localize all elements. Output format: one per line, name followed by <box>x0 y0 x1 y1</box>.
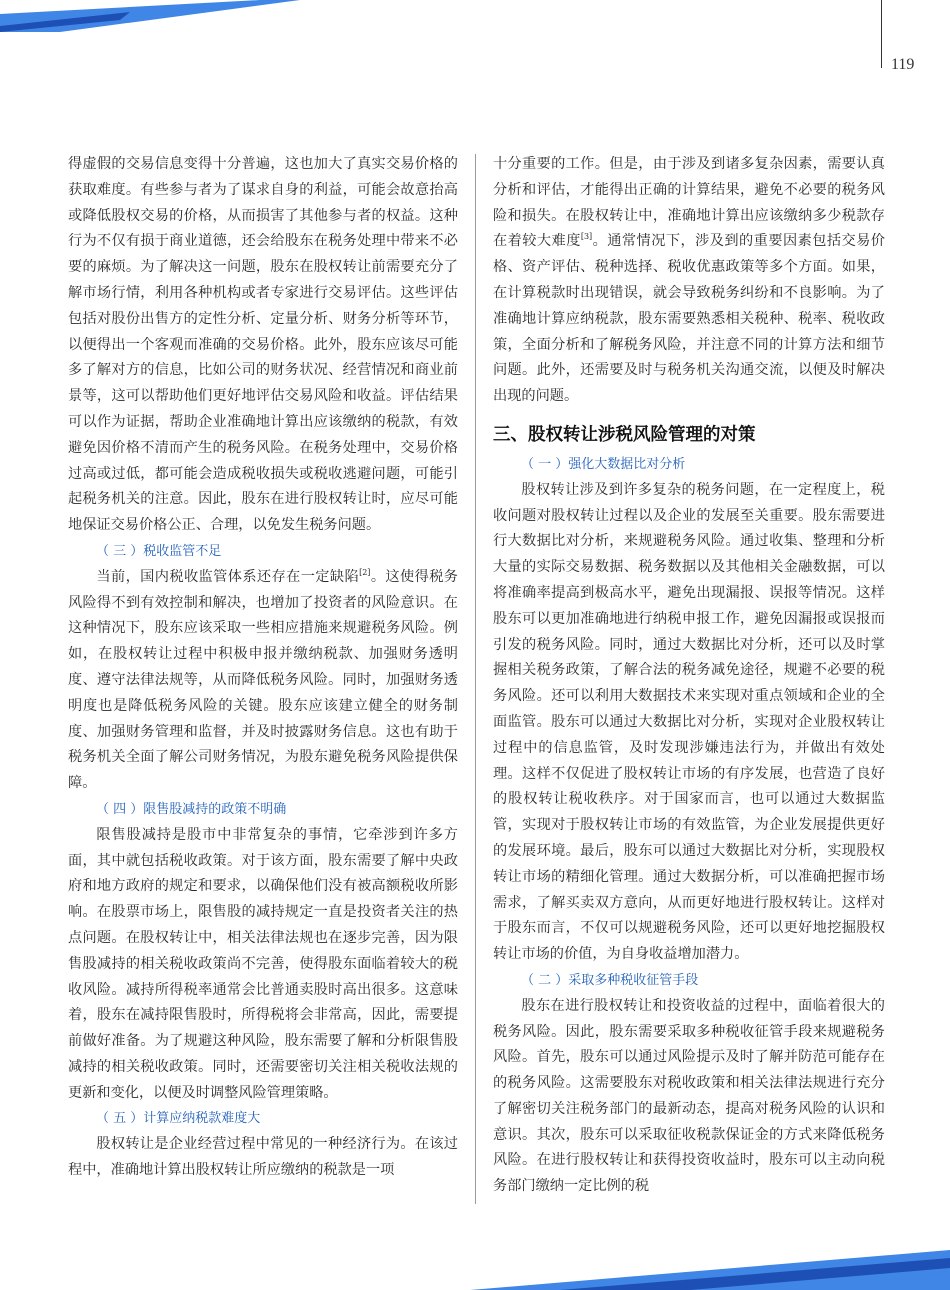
column-divider <box>475 154 476 1204</box>
subheading-2: （ 二 ）采取多种税收征管手段 <box>521 972 699 988</box>
subheading-1: （ 一 ）强化大数据比对分析 <box>521 456 686 472</box>
subheading-4: （ 四 ）限售股减持的政策不明确 <box>96 801 287 817</box>
right-column <box>493 152 885 1200</box>
page-number: 119 <box>891 56 915 73</box>
top-decor-band <box>0 0 300 32</box>
right-paragraph-2: 股权转让涉及到许多复杂的税务问题，在一定程度上，税收问题对股权转让过程以及企业的发展至关重要。股东需要进行大数据比对分析，来规避税务风险。通过收集、整理和分析大量的实际交易数据、税务数据以及其他相关金融数据，可以将准确率提高到极高水平，避免出现漏报、误报等情况。这样股东可以更加准确地进行纳税申报工作，避免因漏报或误报而引发的税务风险。同时，通过大数据比对分析，还可以及时掌握相关税务政策，了解合法的税务减免途径，规避不必要的税务风险。还可以利用大数据技术来实现对重点领域和企业的全面监管。股东可以通过大数据比对分析，实现对企业股权转让过程中的信息监管，及时发现涉嫌违法行为，并做出有效处理。这样不仅促进了股权转让市场的有序发展，也营造了良好的股权转让税收秩序。对于国家而言，也可以通过大数据监管，实现对于股权转让市场的有效监管，为企业发展提供更好的发展环境。最后，股东可以通过大数据比对分析，实现股权转让市场的精细化管理。通过大数据分析，可以准确把握市场需求，了解买卖双方意向，从而更好地进行股权转让。这样对于股东而言，不仅可以规避税务风险，还可以更好地挖掘股权转让市场的价值，为自身收益增加潜力。 <box>493 481 885 963</box>
right-paragraph-3: 股东在进行股权转让和投资收益的过程中，面临着很大的税务风险。因此，股东需要采取多种税收征管手段来规避税务风险。首先，股东可以通过风险提示及时了解并防范可能存在的税务风险。这需要股东对税收政策和相关法律法规进行充分了解密切关注税务部门的最新动态，提高对税务风险的认识和意识。其次，股东可以采取征收税款保证金的方式来降低税务风险。在进行股权转让和获得投资收益时，股东可以主动向税务部门缴纳一定比例的税 <box>493 997 885 1195</box>
left-paragraph-2: 当前，国内税收监管体系还存在一定缺陷[2]。这使得税务风险得不到有效控制和解决，也增加了投资者的风险意识。在这种情况下，股东应该采取一些相应措施来规避税务风险。例如，在股权转让过程中积极申报并缴纳税款、加强财务透明度、遵守法律法规等，从而降低税务风险。同时，加强财务透明度也是降低税务风险的关键。股东应该建立健全的财务制度、加强财务管理和监督，并及时披露财务信息。这也有助于税务机关全面了解公司财务情况，为股东避免税务风险提供保障。 <box>68 567 458 792</box>
subheading-3: （ 三 ）税收监管不足 <box>96 543 222 559</box>
header-rule <box>881 0 882 68</box>
left-paragraph-1: 得虚假的交易信息变得十分普遍，这也加大了真实交易价格的获取难度。有些参与者为了谋求自身的利益，可能会故意抬高或降低股权交易的价格，从而损害了其他参与者的权益。这种行为不仅有损于商业道德，还会给股东在税务处理中带来不必要的麻烦。为了解决这一问题，股东在股权转让前需要充分了解市场行情，利用各种机构或者专家进行交易评估。这些评估包括对股份出售方的定性分析、定量分析、财务分析等环节，以便得出一个客观而准确的交易价格。此外，股东应该尽可能多了解对方的信息，比如公司的财务状况、经营情况和商业前景等，这可以帮助他们更好地评估交易风险和收益。评估结果可以作为证据，帮助企业准确地计算出应该缴纳的税款，有效避免因价格不清而产生的税务风险。在税务处理中，交易价格过高或过低，都可能会造成税收损失或税收逃避问题，可能引起税务机关的注意。因此，股东在进行股权转让时，应尽可能地保证交易价格公正、合理，以免发生税务问题。 <box>68 156 458 534</box>
citation-2: [2] <box>359 567 371 577</box>
left-paragraph-4: 股权转让是企业经营过程中常见的一种经济行为。在该过程中，准确地计算出股权转让所应缴纳的税款是一项 <box>68 1136 458 1179</box>
left-column <box>68 152 458 1184</box>
right-paragraph-1: 十分重要的工作。但是，由于涉及到诸多复杂因素，需要认真分析和评估，才能得出正确的计算结果，避免不必要的税务风险和损失。在股权转让中，准确地计算出应该缴纳多少税款存在着较大难度[3]。通常情况下，涉及到的重要因素包括交易价格、资产评估、税种选择、税收优惠政策等多个方面。如果，在计算税款时出现错误，就会导致税务纠纷和不良影响。为了准确地计算应纳税款，股东需要熟悉相关税种、税率、税收政策，全面分析和了解税务风险，并注意不同的计算方法和细节问题。此外，还需要及时与税务机关沟通交流，以便及时解决出现的问题。 <box>493 156 885 405</box>
subheading-5: （ 五 ）计算应纳税款难度大 <box>96 1111 261 1127</box>
citation-3: [3] <box>580 232 593 242</box>
left-paragraph-3: 限售股减持是股市中非常复杂的事情，它牵涉到许多方面，其中就包括税收政策。对于该方面，股东需要了解中央政府和地方政府的规定和要求，以确保他们没有被高额税收所影响。在股票市场上，限售股的减持规定一直是投资者关注的热点问题。在股权转让中，相关法律法规也在逐步完善，因为限售股减持的相关税收政策尚不完善，使得股东面临着较大的税收风险。减持所得税率通常会比普通卖股时高出很多。这意味着，股东在减持限售股时，所得税将会非常高，因此，需要提前做好准备。为了规避这种风险，股东需要了解和分析限售股减持的相关税收政策。同时，还需要密切关注相关税收法规的更新和变化，以便及时调整风险管理策略。 <box>68 826 458 1101</box>
section-title: 三、股权转让涉税风险管理的对策 <box>493 424 756 445</box>
bottom-decor-band <box>0 1240 950 1290</box>
